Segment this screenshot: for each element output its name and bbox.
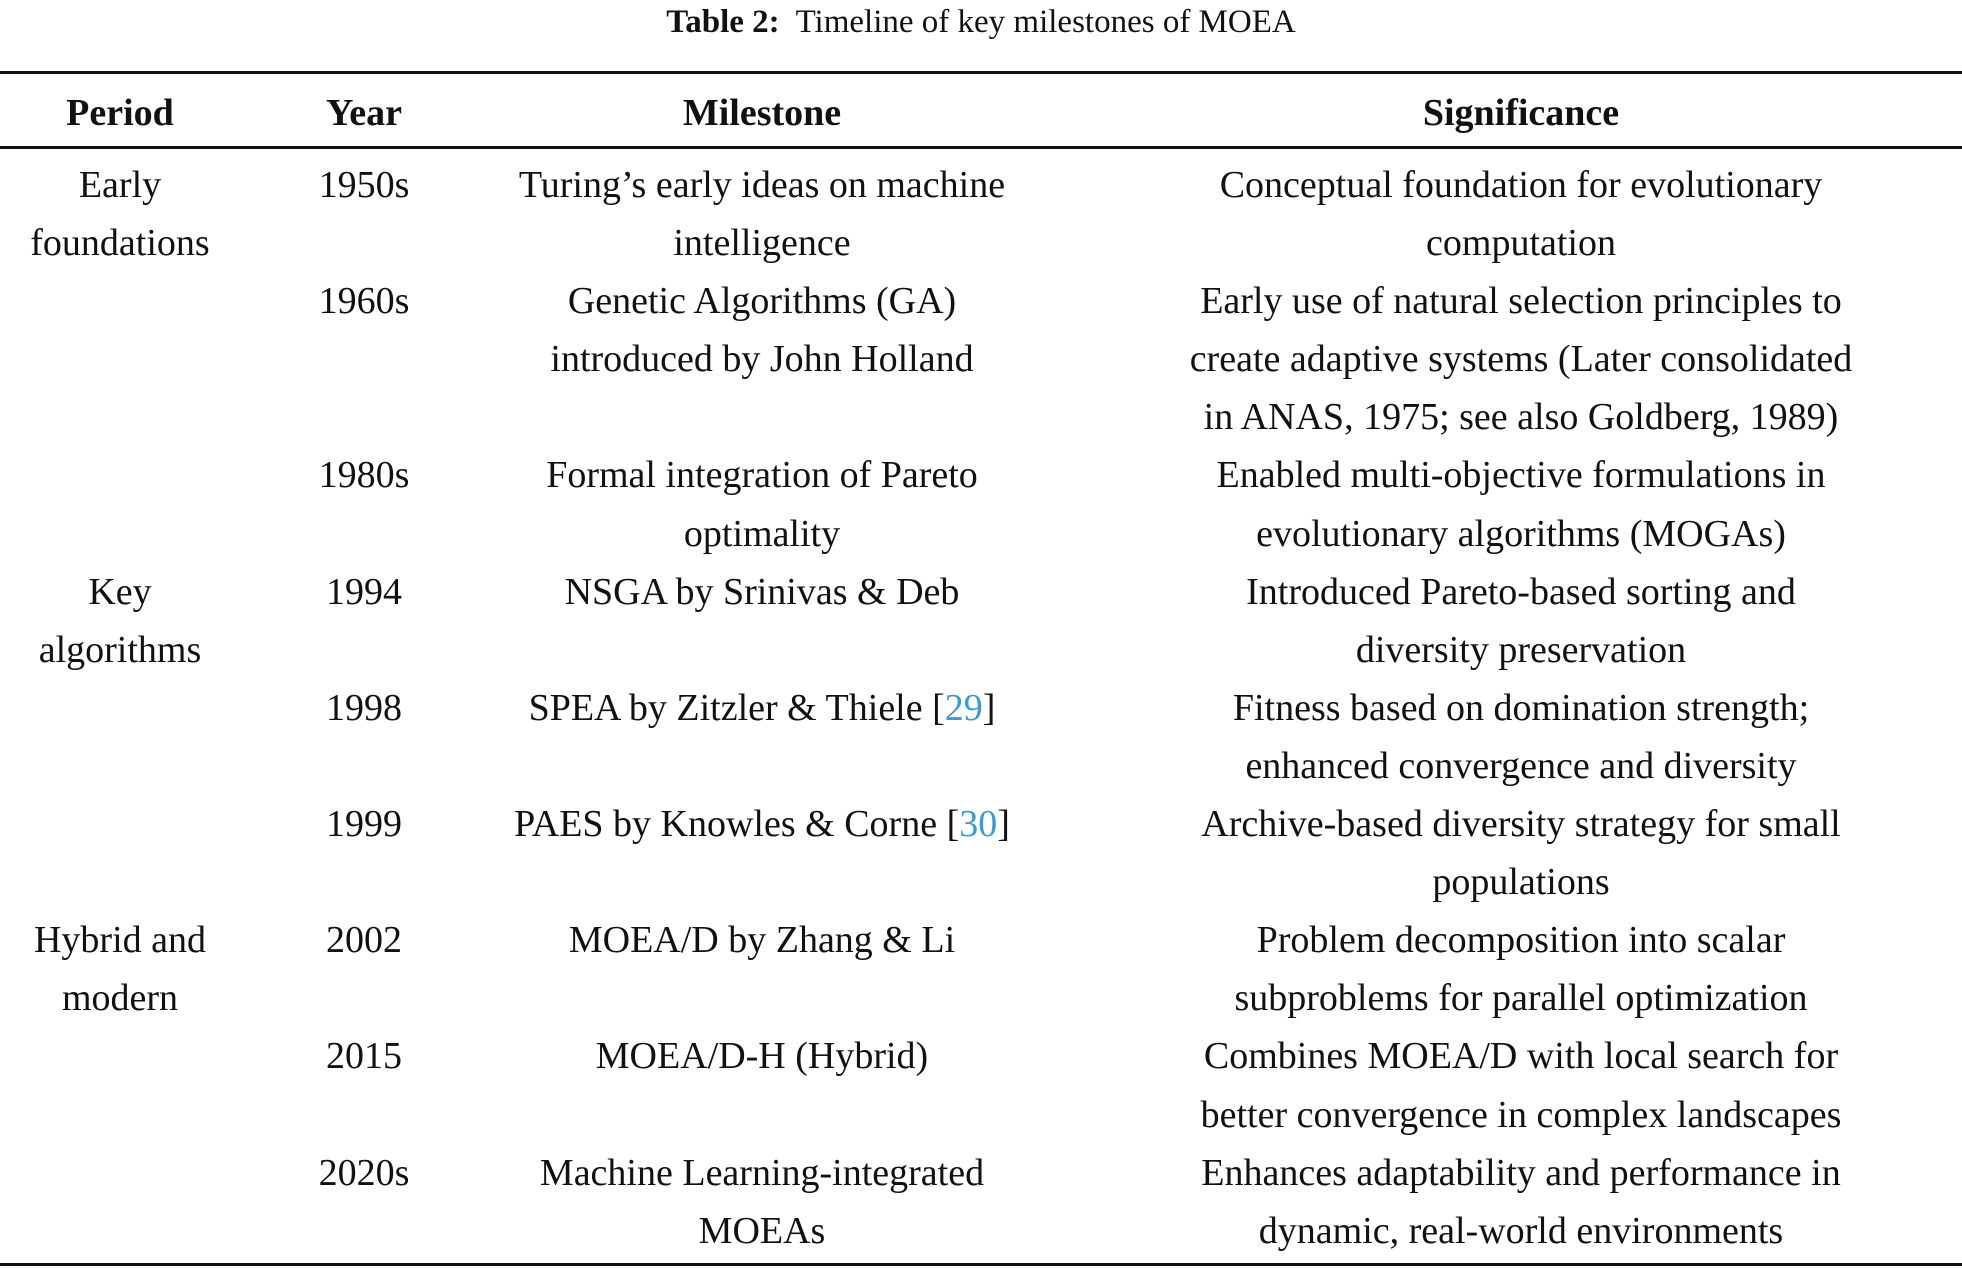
year-cell <box>294 446 434 504</box>
significance-cell <box>1101 156 1941 272</box>
significance-cell <box>1101 679 1941 795</box>
period-cell <box>0 563 240 679</box>
milestone-cell-line: MOEAs <box>698 1209 826 1252</box>
table-top-rule <box>0 71 1962 74</box>
milestone-cell-line: SPEA by Zitzler & Thiele [29] <box>528 686 996 729</box>
significance-cell-line: diversity preservation <box>1355 628 1687 671</box>
column-header-milestone: Milestone <box>682 92 842 134</box>
column-header-period: Period <box>66 92 174 134</box>
significance-cell-line: dynamic, real-world environments <box>1258 1209 1784 1252</box>
significance-cell <box>1101 1027 1941 1143</box>
milestone-cell <box>442 1144 1082 1260</box>
significance-cell-line: in ANAS, 1975; see also Goldberg, 1989) <box>1203 396 1839 439</box>
year-cell-line: 1998 <box>326 686 402 729</box>
table-row <box>0 911 1962 1027</box>
milestone-cell <box>442 911 1082 969</box>
table-caption <box>0 0 1962 44</box>
year-cell-line: 1960s <box>318 280 410 323</box>
year-cell <box>294 679 434 737</box>
significance-cell-line: Problem decomposition into scalar <box>1256 919 1786 962</box>
milestone-cell-line: introduced by John Holland <box>550 338 974 381</box>
significance-cell-line: evolutionary algorithms (MOGAs) <box>1256 512 1786 555</box>
table-body <box>0 156 1962 1260</box>
column-header-significance: Significance <box>1422 92 1620 134</box>
significance-cell-line: Archive-based diversity strategy for small <box>1201 803 1841 846</box>
significance-cell-line: computation <box>1426 222 1616 265</box>
year-cell-line: 1950s <box>318 164 410 206</box>
milestone-cell <box>442 795 1082 853</box>
milestone-cell-line: Formal integration of Pareto <box>546 454 978 497</box>
table-row <box>0 1144 1962 1260</box>
table-row <box>0 563 1962 679</box>
milestone-cell-line: MOEA/D by Zhang & Li <box>568 919 956 962</box>
table-caption-label: Table 2: <box>666 4 780 40</box>
significance-cell-line: Early use of natural selection principles to <box>1200 280 1842 323</box>
significance-cell <box>1101 1144 1941 1260</box>
milestone-cell-line: Genetic Algorithms (GA) <box>567 280 957 323</box>
period-cell-line: modern <box>61 977 179 1020</box>
year-cell <box>294 563 434 621</box>
significance-cell <box>1101 563 1941 679</box>
year-cell <box>294 1144 434 1202</box>
year-cell-line: 1999 <box>326 803 402 846</box>
significance-cell-line: better convergence in complex landscapes <box>1200 1093 1842 1136</box>
period-cell-line: foundations <box>30 222 210 265</box>
period-cell-line: algorithms <box>38 628 202 671</box>
milestone-cell-line: intelligence <box>673 222 851 265</box>
significance-cell <box>1101 446 1941 562</box>
milestone-cell <box>442 272 1082 388</box>
milestone-cell <box>442 156 1082 272</box>
period-cell-line: Early <box>78 164 162 206</box>
significance-cell-line: create adaptive systems (Later consolidated <box>1189 338 1853 381</box>
significance-cell <box>1101 272 1941 446</box>
column-header-year: Year <box>326 92 402 134</box>
significance-cell <box>1101 911 1941 1027</box>
year-cell-line: 1994 <box>326 570 402 613</box>
table-row <box>0 679 1962 795</box>
milestone-cell <box>442 679 1082 737</box>
significance-cell-line: Fitness based on domination strength; <box>1232 686 1810 729</box>
milestone-cell-line: PAES by Knowles & Corne [30] <box>514 803 1010 846</box>
milestone-cell <box>442 563 1082 621</box>
year-cell-line: 2002 <box>326 919 402 962</box>
table-row <box>0 446 1962 562</box>
milestone-cell <box>442 446 1082 562</box>
year-cell <box>294 156 434 214</box>
milestone-cell <box>442 1027 1082 1085</box>
period-cell-line: Hybrid and <box>33 919 207 962</box>
significance-cell-line: Combines MOEA/D with local search for <box>1203 1035 1839 1078</box>
year-cell <box>294 911 434 969</box>
significance-cell-line: Conceptual foundation for evolutionary <box>1219 164 1823 206</box>
significance-cell-line: Enhances adaptability and performance in <box>1201 1151 1841 1194</box>
table-row <box>0 156 1962 272</box>
table-header-rule <box>0 146 1962 149</box>
table-header-row <box>0 88 1962 138</box>
citation-link[interactable]: 29 <box>944 686 983 729</box>
citation-link[interactable]: 30 <box>959 803 998 846</box>
year-cell <box>294 795 434 853</box>
milestone-cell-line: NSGA by Srinivas & Deb <box>564 570 960 613</box>
table-row <box>0 272 1962 446</box>
significance-cell-line: enhanced convergence and diversity <box>1245 744 1797 787</box>
milestone-cell-line: MOEA/D-H (Hybrid) <box>595 1035 929 1078</box>
period-cell-line: Key <box>88 570 152 613</box>
year-cell-line: 1980s <box>318 454 410 497</box>
milestone-cell-line: optimality <box>683 512 841 555</box>
year-cell-line: 2020s <box>318 1151 410 1194</box>
significance-cell-line: Enabled multi-objective formulations in <box>1216 454 1826 497</box>
table-row <box>0 1027 1962 1143</box>
period-cell <box>0 911 240 1027</box>
year-cell <box>294 1027 434 1085</box>
period-cell <box>0 156 240 272</box>
year-cell <box>294 272 434 330</box>
significance-cell-line: Introduced Pareto-based sorting and <box>1246 570 1796 613</box>
significance-cell-line: populations <box>1432 861 1610 904</box>
table-row <box>0 795 1962 911</box>
year-cell-line: 2015 <box>326 1035 402 1078</box>
milestone-cell-line: Turing’s early ideas on machine <box>518 164 1006 206</box>
table-bottom-rule <box>0 1263 1962 1266</box>
table-caption-text: Timeline of key milestones of MOEA <box>795 4 1296 40</box>
significance-cell <box>1101 795 1941 911</box>
significance-cell-line: subproblems for parallel optimization <box>1234 977 1808 1020</box>
milestone-cell-line: Machine Learning-integrated <box>539 1151 985 1194</box>
